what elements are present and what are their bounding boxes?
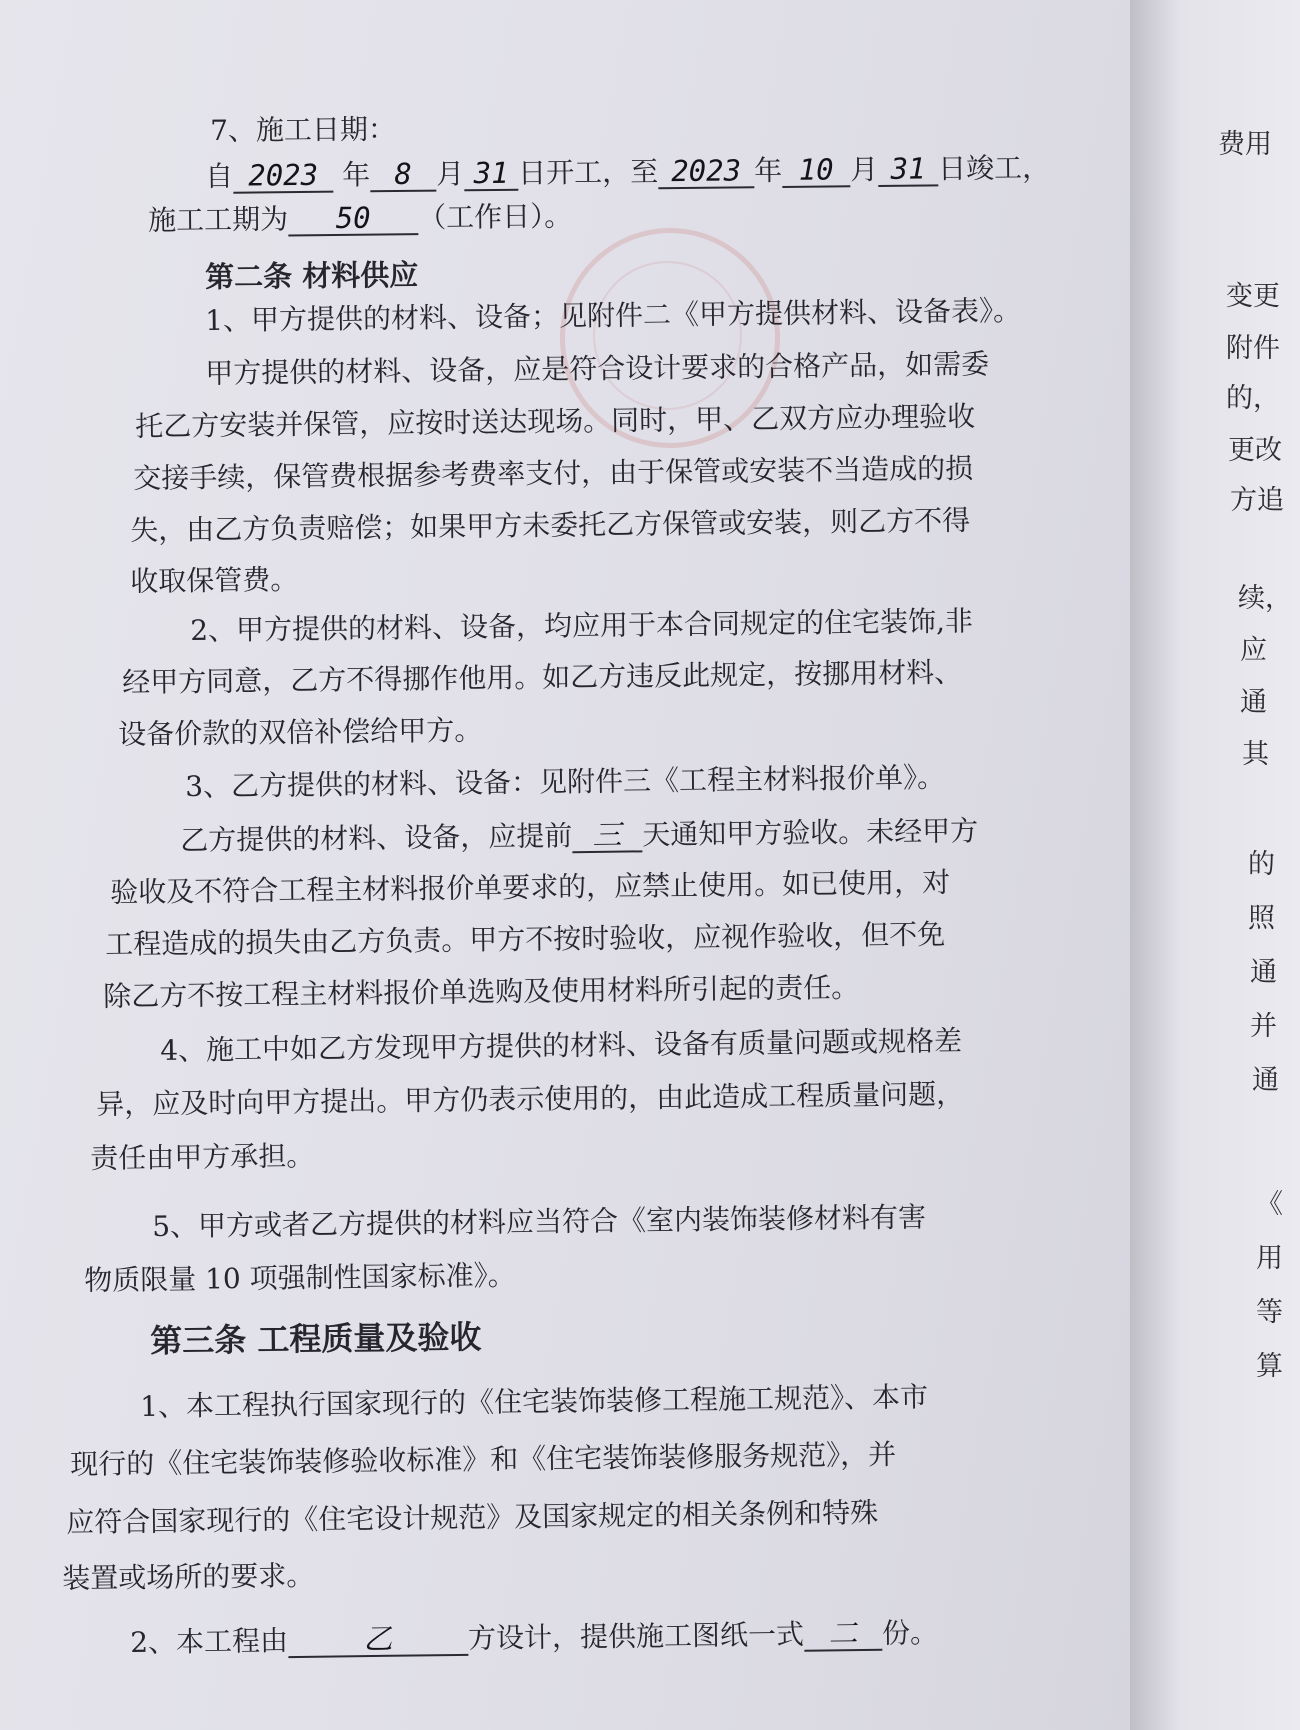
notice-days-field[interactable]: 三 [572, 818, 642, 853]
right-line: 通 [1250, 957, 1277, 988]
end-month-field[interactable]: 10 [782, 153, 850, 188]
right-line: 变更 [1226, 281, 1280, 312]
article2-p2-line2: 经甲方同意，乙方不得挪作他用。如乙方违反此规定，按挪用材料、 [122, 655, 963, 699]
start-year-field[interactable]: 2023 [233, 159, 333, 194]
right-line: 算 [1256, 1351, 1283, 1382]
right-line: 其 [1242, 739, 1269, 770]
right-line: 续， [1238, 583, 1292, 614]
right-line: 应 [1240, 635, 1267, 666]
article2-title: 第二条 材料供应 [205, 257, 419, 294]
right-line: 并 [1250, 1011, 1277, 1042]
start-month-field[interactable]: 8 [370, 158, 436, 193]
article2-p3-line5: 除乙方不按工程主材料报价单选购及使用材料所引起的责任。 [103, 970, 860, 1013]
article2-p1-line5: 失，由乙方负责赔偿；如果甲方未委托乙方保管或安装，则乙方不得 [130, 503, 971, 547]
end-year-field[interactable]: 2023 [658, 154, 754, 189]
copies-suffix: 份。 [881, 1616, 939, 1650]
right-line: 照 [1248, 903, 1275, 934]
duration-line [148, 198, 572, 240]
article2-p1-line1: 1、甲方提供的材料、设备；见附件二《甲方提供材料、设备表》。 [205, 294, 1022, 337]
article2-p1-line3: 托乙方安装并保管，应按时送达现场。同时，甲、乙双方应办理验收 [135, 399, 976, 443]
article3-p1-line2: 现行的《住宅装饰装修验收标准》和《住宅装饰装修服务规范》，并 [70, 1437, 897, 1481]
right-line: 《 [1256, 1189, 1283, 1220]
article3-p1-line4: 装置或场所的要求。 [62, 1558, 315, 1595]
right-line: 的 [1248, 849, 1275, 880]
article2-p3-line4: 工程造成的损失由乙方负责。甲方不按时验收，应视作验收，但不免 [105, 917, 946, 961]
article2-p5-line2: 物质限量 10 项强制性国家标准》。 [84, 1258, 516, 1297]
section7-title: 7、施工日期： [210, 112, 397, 147]
right-line: 通 [1240, 687, 1267, 718]
article2-p5-line1: 5、甲方或者乙方提供的材料应当符合《室内装饰装修材料有害 [152, 1200, 927, 1243]
drawings-text: 方设计，提供施工图纸一式 [467, 1617, 805, 1655]
notice-text: 乙方提供的材料、设备，应提前 [180, 819, 573, 857]
article2-p4-line2: 异，应及时向甲方提出。甲方仍表示使用的，由此造成工程质量问题， [96, 1077, 965, 1121]
design-party-field[interactable]: 乙 [288, 1622, 468, 1658]
article2-p2-line1: 2、甲方提供的材料、设备，均应用于本合同规定的住宅装饰,非 [190, 604, 974, 647]
article2-p1-line2: 甲方提供的材料、设备，应是符合设计要求的合格产品，如需委 [205, 347, 990, 390]
design-text: 2、本工程由 [130, 1624, 289, 1659]
right-line: 方追 [1230, 485, 1284, 516]
year-label-2: 年 [753, 153, 783, 188]
end-text: 日竣工， [937, 151, 1051, 186]
right-line: 通 [1252, 1065, 1279, 1096]
article2-p1-line6: 收取保管费。 [130, 562, 299, 598]
right-line: 等 [1256, 1297, 1283, 1328]
end-day-field[interactable]: 31 [878, 152, 938, 187]
start-text: 日开工，至 [517, 155, 659, 190]
year-label: 年 [341, 158, 371, 192]
start-day-field[interactable]: 31 [464, 157, 518, 192]
article3-title: 第三条 工程质量及验收 [150, 1317, 482, 1360]
article2-p1-line4: 交接手续，保管费根据参考费率支付，由于保管或安装不当造成的损 [133, 451, 974, 495]
notice-text-2: 天通知甲方验收。未经甲方 [642, 814, 979, 852]
article2-p2-line3: 设备价款的双倍补偿给甲方。 [118, 713, 483, 751]
month-label-2: 月 [849, 152, 879, 187]
month-label: 月 [435, 157, 465, 191]
right-line: 费用 [1218, 129, 1272, 160]
from-label: 自 [205, 159, 234, 193]
article3-p1-line1: 1、本工程执行国家现行的《住宅装饰装修工程施工规范》、本市 [140, 1380, 929, 1423]
right-line: 用 [1256, 1243, 1283, 1274]
duration-label: 施工工期为 [148, 202, 289, 237]
article2-p4-line3: 责任由甲方承担。 [90, 1139, 315, 1175]
article2-p3-line3: 验收及不符合工程主材料报价单要求的，应禁止使用。如已使用，对 [110, 865, 951, 909]
article2-p3-line1: 3、乙方提供的材料、设备：见附件三《工程主材料报价单》。 [185, 760, 946, 803]
right-line: 的， [1226, 383, 1280, 414]
article2-p4-line1: 4、施工中如乙方发现甲方提供的材料、设备有质量问题或规格差 [160, 1024, 963, 1067]
duration-days-field[interactable]: 50 [288, 201, 418, 236]
right-line: 更改 [1228, 435, 1282, 466]
duration-suffix: （工作日）。 [418, 199, 573, 235]
drawing-copies-field[interactable]: 二 [804, 1617, 882, 1652]
right-line: 附件 [1226, 333, 1280, 364]
article3-p1-line3: 应符合国家现行的《住宅设计规范》及国家规定的相关条例和特殊 [66, 1496, 879, 1539]
